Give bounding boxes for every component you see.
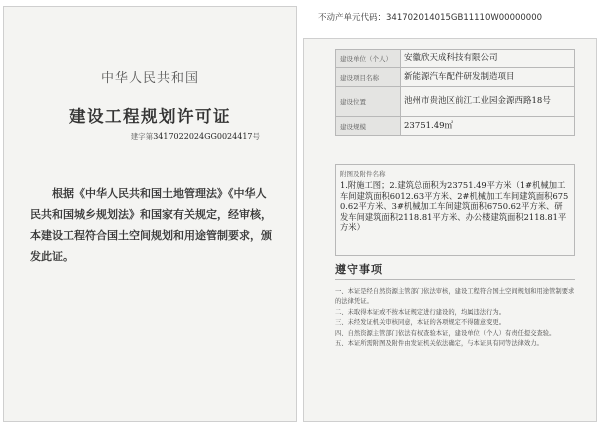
- field-value-scale: 23751.49㎡: [401, 117, 575, 136]
- attachment-label: 附图及附件名称: [340, 170, 386, 178]
- left-page: [3, 6, 297, 422]
- field-value-builder: 安徽欣天成科技有限公司: [401, 50, 575, 68]
- country-name: 中华人民共和国: [100, 71, 199, 86]
- certificate-title: 建设工程规划许可证: [69, 107, 231, 126]
- right-page: [303, 38, 597, 422]
- field-value-location: 池州市贵池区前江工业园金源西路18号: [401, 87, 575, 117]
- certificate-body: 根据《中华人民共和国土地管理法》《中华人民共和国城乡规划法》和国家有关规定，经审核，本建设工程符合国土空间规划和用途管制要求，颁发此证。: [30, 187, 272, 263]
- cert-no-prefix: 建字第: [130, 132, 154, 141]
- list-item: 四、自然资源主管部门依法有权查验本证，建设单位（个人）有责任提交查验。: [335, 329, 556, 337]
- field-label-location: 建设位置: [336, 87, 401, 117]
- certificate-number: [131, 131, 260, 142]
- project-info-table: [335, 49, 575, 136]
- table-row: [336, 50, 575, 68]
- table-row: [336, 117, 575, 136]
- realty-unit-code: 不动产单元代码：341702014015GB11110W00000000: [318, 13, 543, 23]
- list-item: 一、本证是经自然资源主管部门依法审核，建设工程符合国土空间规划和用途管制要求的法律凭证。: [335, 288, 575, 306]
- list-item: 五、本证所需附图及附件由发证机关依法确定，与本证具有同等法律效力。: [335, 340, 543, 348]
- list-item: 二、未取得本证或不按本证规定进行建设的，均属违法行为。: [335, 308, 506, 316]
- table-row: [336, 87, 575, 117]
- notice-list: [335, 287, 578, 349]
- cert-no-value: 3417022024GG0024417: [153, 132, 253, 141]
- field-label-builder: 建设单位（个人）: [336, 50, 401, 68]
- cert-no-suffix: 号: [252, 132, 260, 141]
- field-label-project-name: 建设项目名称: [336, 68, 401, 87]
- field-value-project-name: 新能源汽车配件研发制造项目: [401, 68, 575, 87]
- notice-title: 遵守事项: [335, 263, 383, 276]
- divider: [335, 279, 575, 280]
- table-row: [336, 68, 575, 87]
- attachment-box: [335, 164, 575, 256]
- list-item: 三、未经发证机关审核同意，本证的各项规定不得随意变更。: [335, 319, 506, 327]
- field-label-scale: 建设规模: [336, 117, 401, 136]
- attachment-text: 1.附施工图；2.建筑总面积为23751.49平方米（1#机械加工车间建筑面积6012.63平方米、2#机械加工车间建筑面积6750.62平方米、3#机械加工车间建筑面积6750.62平方米、研发车间建筑面积2118.81平方米、办公楼建筑面积2118.81平方米）: [340, 180, 569, 233]
